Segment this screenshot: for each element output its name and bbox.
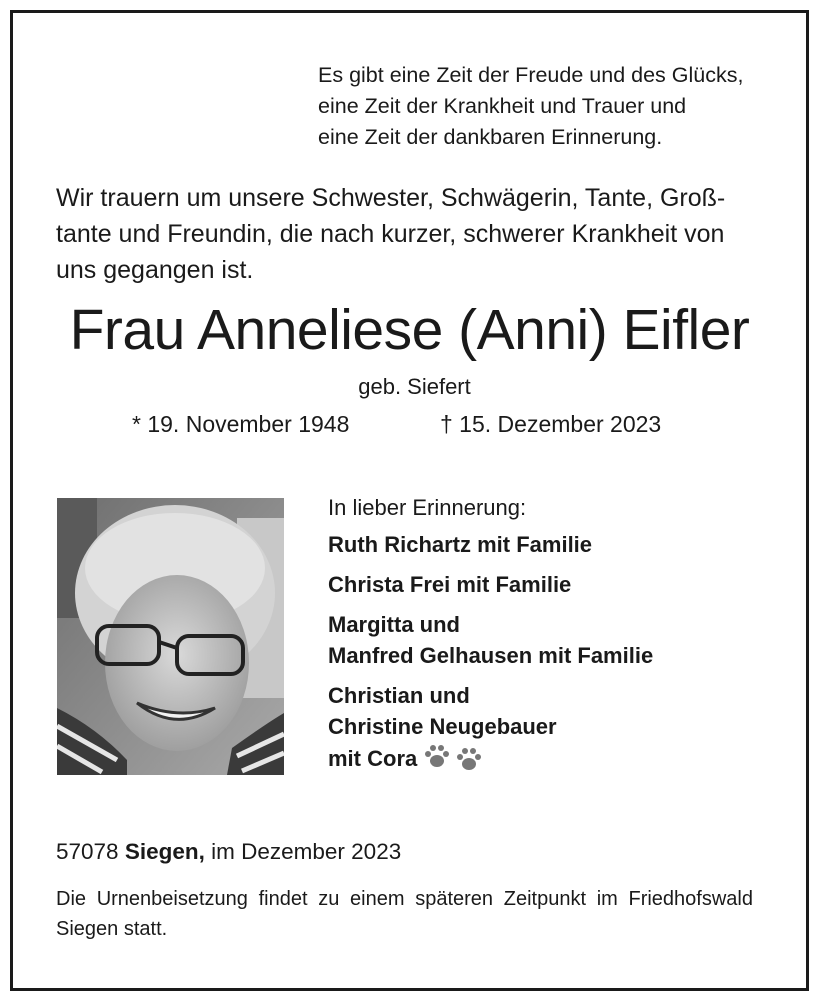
mourner-line: mit Cora [328,746,418,771]
death-date: † 15. Dezember 2023 [440,411,662,437]
intro-line: uns gegangen ist. [56,256,254,284]
mourner-line: Christine Neugebauer [328,714,557,739]
birth-date: * 19. November 1948 [132,411,350,437]
mourners-block [328,492,653,789]
mourner-line: Ruth Richartz mit Familie [328,532,593,557]
burial-notice: Die Urnenbeisetzung findet zu einem späteren Zeitpunkt im Friedhofswald Siegen statt. [56,888,753,940]
poem-line: eine Zeit der Krankheit und Trauer und [318,94,687,118]
intro-line: Wir trauern um unsere Schwester, Schwägerin, Tante, Groß- [56,184,726,212]
mourner-group [328,680,653,780]
month-year: im Dezember 2023 [211,839,402,864]
deceased-name: Frau Anneliese (Anni) Eifler [69,298,750,362]
mourner-line: Manfred Gelhausen mit Familie [328,643,654,668]
portrait-image [57,498,284,775]
mourner-line: Christian und [328,683,470,708]
paw-prints [423,742,485,780]
mourner-group [328,529,653,560]
city: Siegen, [124,839,205,864]
mourner-group [328,569,653,600]
intro-text [56,180,768,288]
mourner-line: Margitta und [328,612,460,637]
intro-line: tante und Freundin, die nach kurzer, schwerer Krankheit von [56,220,725,248]
place-date [56,836,401,868]
poem [318,60,788,153]
mourner-line-with-paws [328,742,653,780]
postcode: 57078 [56,839,119,864]
poem-line: eine Zeit der dankbaren Erinnerung. [318,125,663,149]
poem-line: Es gibt eine Zeit der Freude und des Glücks, [318,63,744,87]
mourner-line: Christa Frei mit Familie [328,572,572,597]
born-name: geb. Siefert [358,374,471,399]
paw-print-icon [423,742,485,772]
memory-lead: In lieber Erinnerung: [328,495,527,520]
mourner-group [328,609,653,671]
portrait-photo [57,498,284,775]
